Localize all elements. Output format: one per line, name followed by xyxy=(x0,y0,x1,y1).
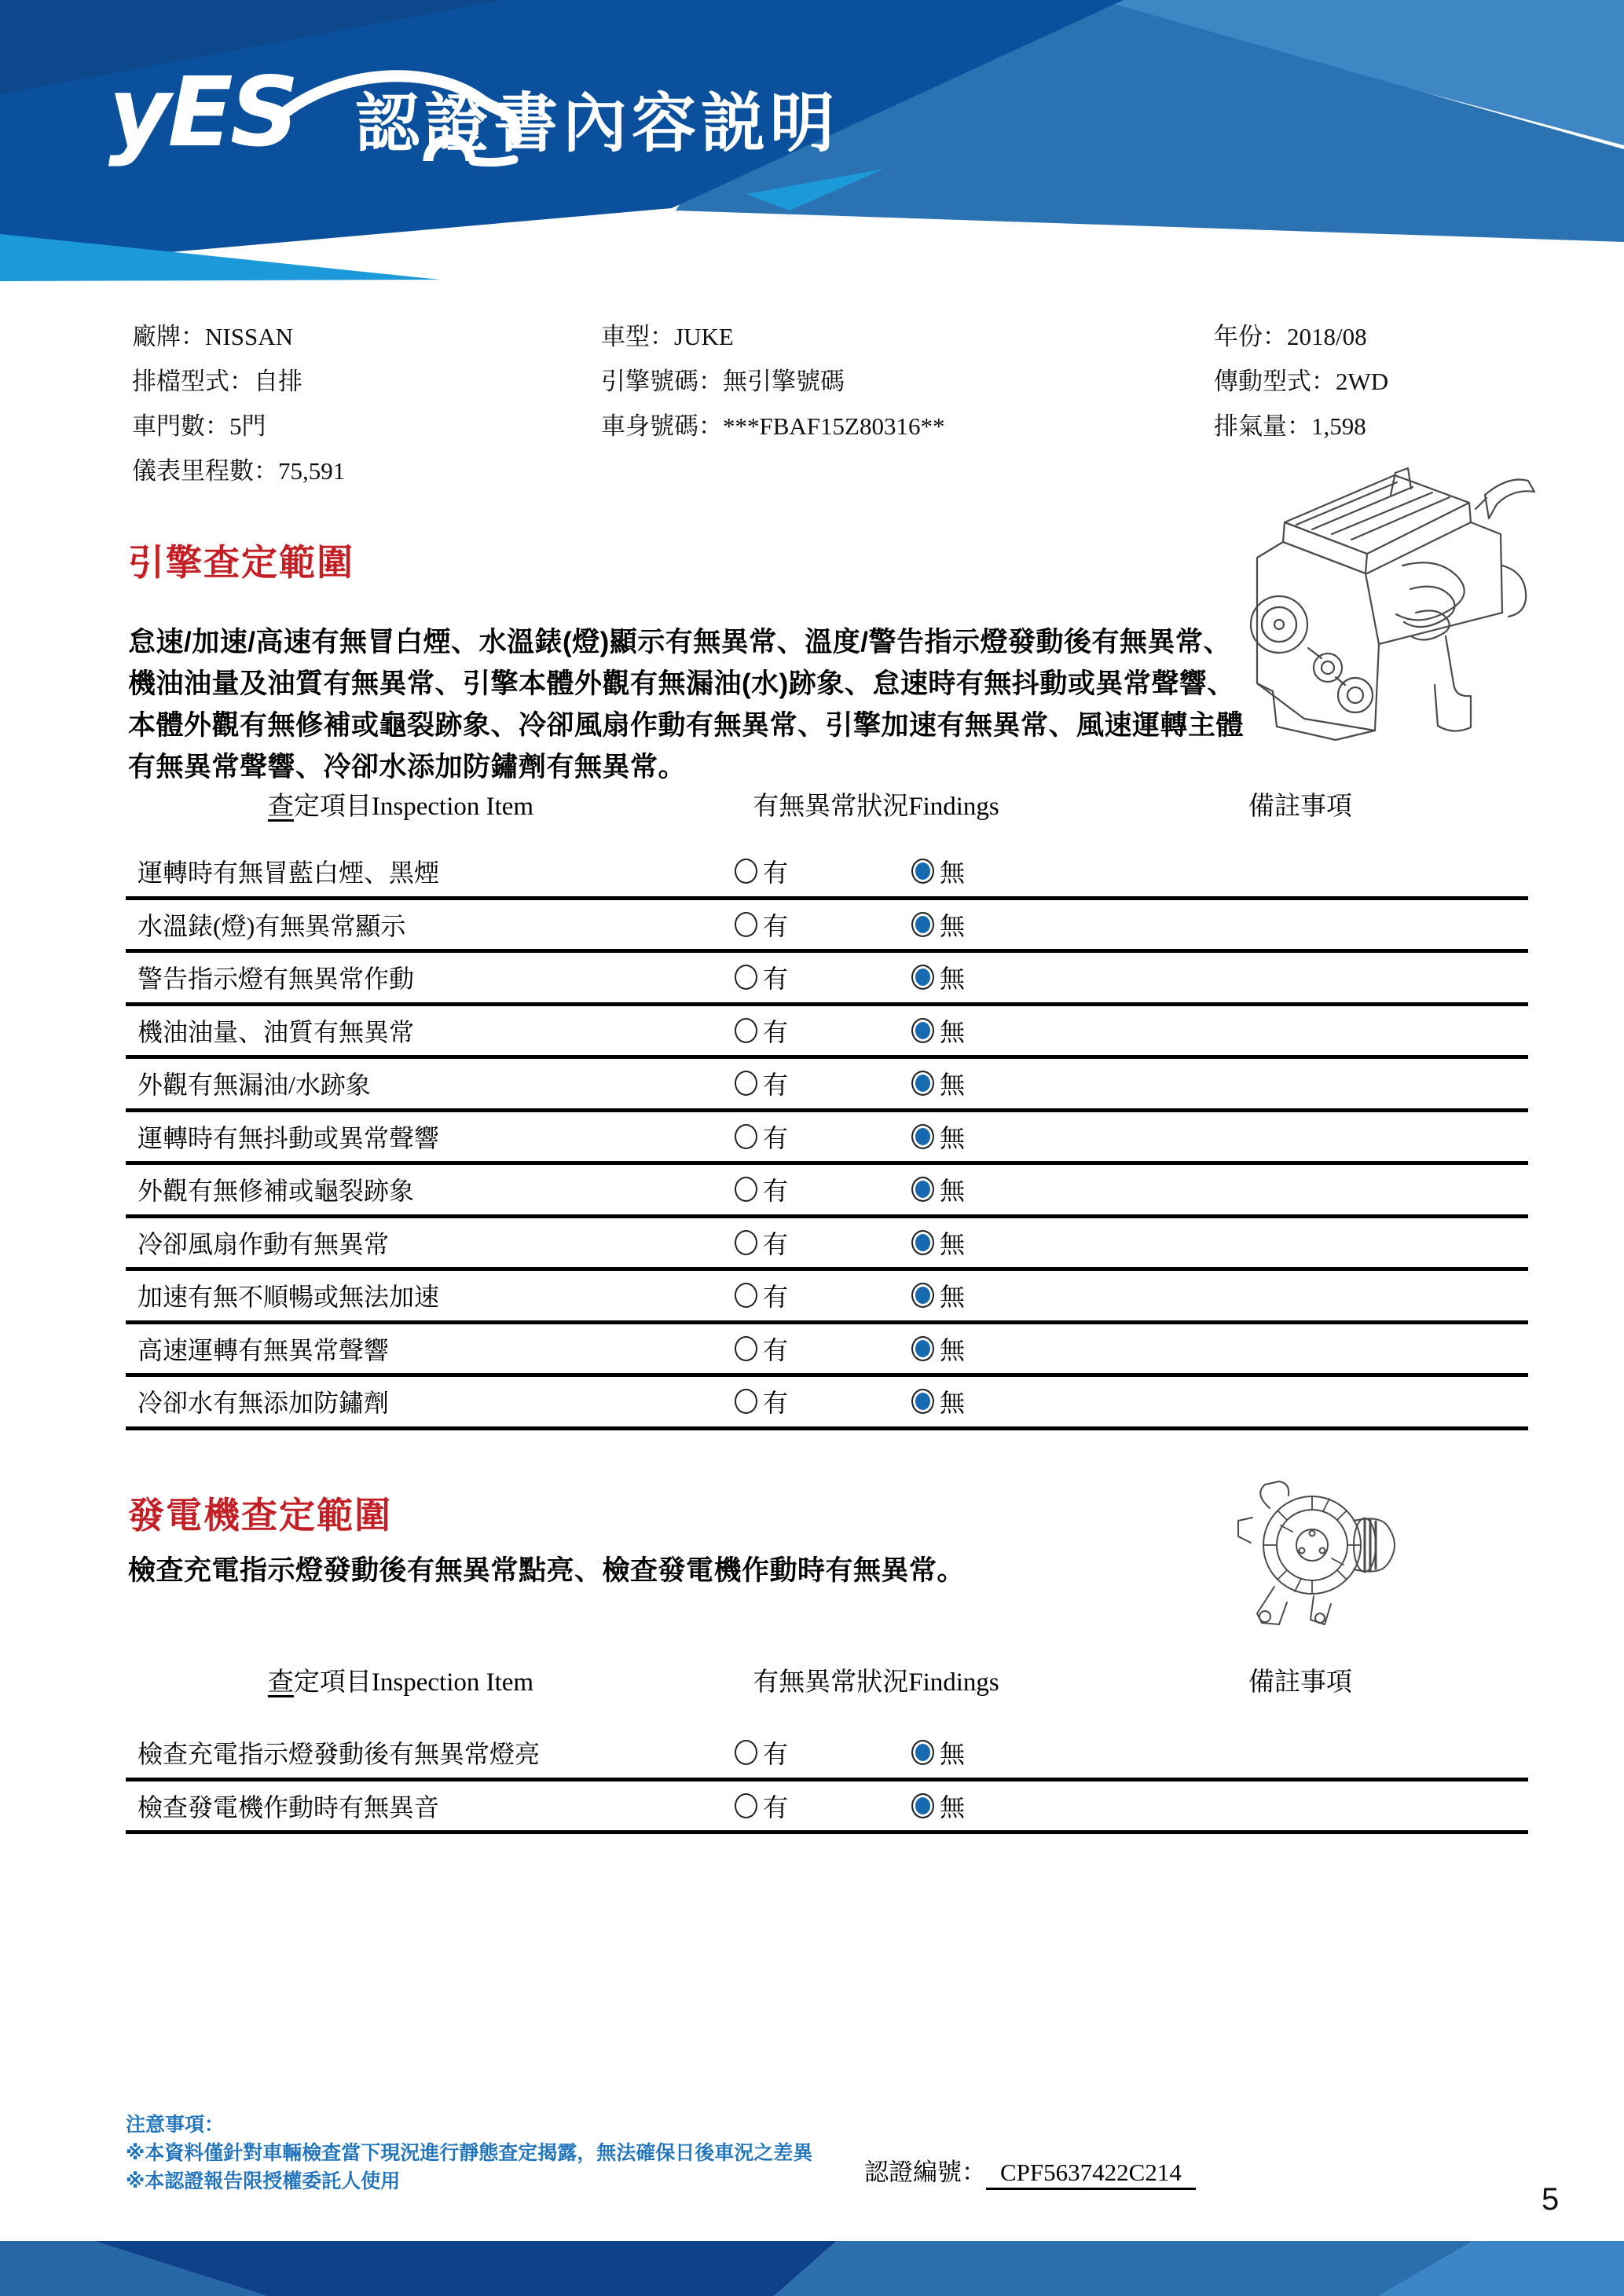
info-value: JUKE xyxy=(674,323,734,350)
inspection-row xyxy=(126,1006,1528,1060)
header-item-rest: 定項目Inspection Item xyxy=(293,793,534,821)
radio-yes[interactable] xyxy=(735,1331,788,1367)
info-label: 車身號碼： xyxy=(601,412,723,440)
radio-yes-label: 有 xyxy=(763,1740,789,1769)
radio-yes-circle[interactable] xyxy=(735,1018,757,1043)
generator-section-title: 發電機查定範圍 xyxy=(128,1495,392,1536)
alternator-illustration xyxy=(1219,1470,1416,1639)
radio-no-circle[interactable] xyxy=(911,1230,934,1255)
radio-yes[interactable] xyxy=(735,1383,788,1419)
info-label: 車門數： xyxy=(132,412,229,440)
radio-yes[interactable] xyxy=(735,1225,788,1261)
generator-col-header-findings: 有無異常狀況Findings xyxy=(753,1668,999,1697)
header-banner xyxy=(0,0,1624,338)
inspection-item-label: 水溫錶(燈)有無異常顯示 xyxy=(137,911,406,940)
radio-yes-label: 有 xyxy=(763,1283,789,1312)
radio-yes[interactable] xyxy=(735,959,788,995)
radio-no-label: 無 xyxy=(940,1177,966,1206)
info-value: 自排 xyxy=(254,368,302,395)
yes-logo: yES xyxy=(108,57,296,168)
radio-yes[interactable] xyxy=(735,853,788,889)
radio-no-circle[interactable] xyxy=(911,912,934,937)
radio-no-label: 無 xyxy=(940,1229,966,1258)
inspection-row xyxy=(126,1165,1528,1218)
inspection-row xyxy=(126,1782,1528,1835)
inspection-item-label: 檢查充電指示燈發動後有無異常燈亮 xyxy=(137,1740,541,1769)
radio-no-label: 無 xyxy=(940,1335,966,1364)
info-label: 儀表里程數： xyxy=(132,457,278,485)
radio-no-circle[interactable] xyxy=(911,1793,934,1818)
radio-no[interactable] xyxy=(911,1119,965,1155)
radio-no[interactable] xyxy=(911,1383,965,1419)
info-displacement xyxy=(1214,406,1366,441)
radio-yes-label: 有 xyxy=(763,1071,789,1100)
radio-no[interactable] xyxy=(911,1065,965,1101)
inspection-row xyxy=(126,1324,1528,1378)
inspection-item-label: 冷卻水有無添加防鏽劑 xyxy=(137,1389,390,1418)
radio-yes-circle[interactable] xyxy=(735,1283,757,1308)
inspection-item-label: 警告指示燈有無異常作動 xyxy=(137,965,415,994)
info-label: 排檔型式： xyxy=(132,368,254,395)
radio-no-label: 無 xyxy=(940,1792,966,1822)
info-year xyxy=(1214,317,1367,352)
radio-no-label: 無 xyxy=(940,1740,966,1769)
radio-yes[interactable] xyxy=(735,1013,788,1049)
radio-yes-label: 有 xyxy=(763,859,789,888)
certificate-number: CPF5637422C214 xyxy=(986,2159,1196,2190)
radio-yes[interactable] xyxy=(735,1119,788,1155)
info-value: 1,598 xyxy=(1311,412,1366,440)
generator-inspection-table xyxy=(126,1728,1528,1834)
footer-note: ※本認證報告限授權委託人使用 xyxy=(126,2170,401,2192)
radio-no[interactable] xyxy=(911,1331,965,1367)
radio-no-label: 無 xyxy=(940,1389,966,1418)
radio-yes-circle[interactable] xyxy=(735,1124,757,1149)
info-label: 傳動型式： xyxy=(1214,368,1336,395)
radio-no[interactable] xyxy=(911,959,965,995)
inspection-item-label: 檢查發電機作動時有無異音 xyxy=(137,1792,440,1822)
radio-yes-label: 有 xyxy=(763,1229,789,1258)
engine-description-line: 有無異常聲響、冷卻水添加防鏽劑有無異常。 xyxy=(128,752,687,782)
radio-no-label: 無 xyxy=(940,911,966,940)
inspection-row xyxy=(126,847,1528,900)
inspection-row xyxy=(126,1377,1528,1430)
radio-no-circle[interactable] xyxy=(911,859,934,884)
inspection-row xyxy=(126,1059,1528,1112)
info-model xyxy=(601,317,734,352)
radio-no[interactable] xyxy=(911,1277,965,1313)
radio-yes[interactable] xyxy=(735,906,788,943)
footer-notice-title: 注意事項： xyxy=(126,2114,225,2136)
info-label: 廠牌： xyxy=(132,323,205,350)
info-doors xyxy=(132,406,266,441)
radio-yes-label: 有 xyxy=(763,1123,789,1152)
radio-no-label: 無 xyxy=(940,1283,966,1312)
generator-col-header-item xyxy=(212,1661,589,1698)
radio-no-circle[interactable] xyxy=(911,1740,934,1765)
inspection-item-label: 運轉時有無冒藍白煙、黑煙 xyxy=(137,859,440,888)
radio-yes-label: 有 xyxy=(763,965,789,994)
radio-yes-circle[interactable] xyxy=(735,859,757,884)
radio-no-label: 無 xyxy=(940,859,966,888)
radio-yes-circle[interactable] xyxy=(735,1389,757,1414)
radio-yes-label: 有 xyxy=(763,1335,789,1364)
radio-yes-circle[interactable] xyxy=(735,1336,757,1361)
engine-description-line: 怠速/加速/高速有無冒白煙、水溫錶(燈)顯示有無異常、溫度/警告指示燈發動後有無異常、 xyxy=(128,627,1231,657)
info-label: 車型： xyxy=(601,323,674,350)
radio-yes-circle[interactable] xyxy=(735,1177,757,1202)
info-value: 無引擎號碼 xyxy=(723,368,845,395)
inspection-item-label: 高速運轉有無異常聲響 xyxy=(137,1335,390,1364)
inspection-row xyxy=(126,1218,1528,1272)
info-engine-number xyxy=(601,361,845,397)
radio-no-circle[interactable] xyxy=(911,1177,934,1202)
engine-col-header-item xyxy=(212,785,589,822)
inspection-row xyxy=(126,900,1528,954)
radio-no[interactable] xyxy=(911,853,965,889)
footer-bar xyxy=(0,2241,1624,2296)
header-item-first-char: 查 xyxy=(267,793,294,821)
inspection-item-label: 外觀有無修補或龜裂跡象 xyxy=(137,1177,415,1206)
inspection-row xyxy=(126,953,1528,1006)
inspection-item-label: 運轉時有無抖動或異常聲響 xyxy=(137,1123,440,1152)
radio-no-circle[interactable] xyxy=(911,965,934,990)
radio-no-circle[interactable] xyxy=(911,1389,934,1414)
header-item-rest: 定項目Inspection Item xyxy=(293,1668,534,1697)
radio-no[interactable] xyxy=(911,906,965,943)
generator-description-line: 檢查充電指示燈發動後有無異常點亮、檢查發電機作動時有無異常。 xyxy=(128,1555,966,1586)
info-brand xyxy=(132,317,293,352)
radio-yes-label: 有 xyxy=(763,1389,789,1418)
engine-col-header-findings: 有無異常狀況Findings xyxy=(753,793,999,821)
engine-inspection-table xyxy=(126,847,1528,1430)
radio-yes-label: 有 xyxy=(763,1017,789,1046)
info-vin xyxy=(601,406,944,441)
certificate-number-label: 認證編號： xyxy=(864,2159,986,2186)
radio-yes-circle[interactable] xyxy=(735,965,757,990)
radio-no-label: 無 xyxy=(940,1123,966,1152)
radio-no-label: 無 xyxy=(940,965,966,994)
inspection-item-label: 機油油量、油質有無異常 xyxy=(137,1017,415,1046)
inspection-item-label: 冷卻風扇作動有無異常 xyxy=(137,1229,390,1258)
radio-yes-label: 有 xyxy=(763,1792,789,1822)
radio-yes[interactable] xyxy=(735,1788,788,1824)
engine-description-line: 機油油量及油質有無異常、引擎本體外觀有無漏油(水)跡象、怠速時有無抖動或異常聲響、 xyxy=(128,668,1235,699)
page-number: 5 xyxy=(1542,2182,1560,2217)
info-transmission-type xyxy=(132,361,302,397)
radio-yes-label: 有 xyxy=(763,1177,789,1206)
radio-yes-circle[interactable] xyxy=(735,1230,757,1255)
radio-no-label: 無 xyxy=(940,1017,966,1046)
radio-no[interactable] xyxy=(911,1013,965,1049)
engine-description-line: 本體外觀有無修補或龜裂跡象、冷卻風扇作動有無異常、引擎加速有無異常、風速運轉主體 xyxy=(128,710,1245,741)
info-mileage xyxy=(132,451,345,486)
generator-col-header-remarks: 備註事項 xyxy=(1248,1668,1352,1697)
radio-yes[interactable] xyxy=(735,1277,788,1313)
radio-no[interactable] xyxy=(911,1788,965,1824)
info-label: 年份： xyxy=(1214,323,1287,350)
radio-no[interactable] xyxy=(911,1225,965,1261)
inspection-item-label: 加速有無不順暢或無法加速 xyxy=(137,1283,440,1312)
radio-yes[interactable] xyxy=(735,1065,788,1101)
info-label: 排氣量： xyxy=(1214,412,1311,440)
radio-no-circle[interactable] xyxy=(911,1124,934,1149)
radio-no[interactable] xyxy=(911,1171,965,1207)
engine-illustration xyxy=(1210,448,1540,762)
radio-no-circle[interactable] xyxy=(911,1283,934,1308)
radio-no[interactable] xyxy=(911,1734,965,1771)
info-value: ***FBAF15Z80316** xyxy=(723,412,945,440)
inspection-item-label: 外觀有無漏油/水跡象 xyxy=(137,1071,371,1100)
inspection-row xyxy=(126,1112,1528,1166)
footer-note: ※本資料僅針對車輛檢查當下現況進行靜態查定揭露，無法確保日後車況之差異 xyxy=(126,2142,813,2164)
radio-no-circle[interactable] xyxy=(911,1336,934,1361)
radio-yes[interactable] xyxy=(735,1734,788,1771)
inspection-row xyxy=(126,1271,1528,1324)
radio-yes-circle[interactable] xyxy=(735,1071,757,1096)
radio-no-circle[interactable] xyxy=(911,1071,934,1096)
info-value: 5門 xyxy=(229,412,266,440)
info-value: 2018/08 xyxy=(1287,323,1367,350)
radio-no-label: 無 xyxy=(940,1071,966,1100)
radio-yes-label: 有 xyxy=(763,911,789,940)
info-drive-type xyxy=(1214,361,1388,397)
inspection-row xyxy=(126,1728,1528,1782)
engine-section-title: 引擎查定範圍 xyxy=(128,542,354,583)
radio-yes-circle[interactable] xyxy=(735,1740,757,1765)
info-value: NISSAN xyxy=(205,323,293,350)
info-value: 2WD xyxy=(1336,368,1389,395)
radio-no-circle[interactable] xyxy=(911,1018,934,1043)
radio-yes-circle[interactable] xyxy=(735,1793,757,1818)
info-value: 75,591 xyxy=(278,457,346,485)
radio-yes[interactable] xyxy=(735,1171,788,1207)
engine-col-header-remarks: 備註事項 xyxy=(1248,793,1352,821)
page-title: 認證書內容説明 xyxy=(355,88,840,159)
certificate-number-line xyxy=(864,2152,1196,2188)
info-label: 引擎號碼： xyxy=(601,368,723,395)
header-item-first-char: 查 xyxy=(267,1668,294,1697)
radio-yes-circle[interactable] xyxy=(735,912,757,937)
